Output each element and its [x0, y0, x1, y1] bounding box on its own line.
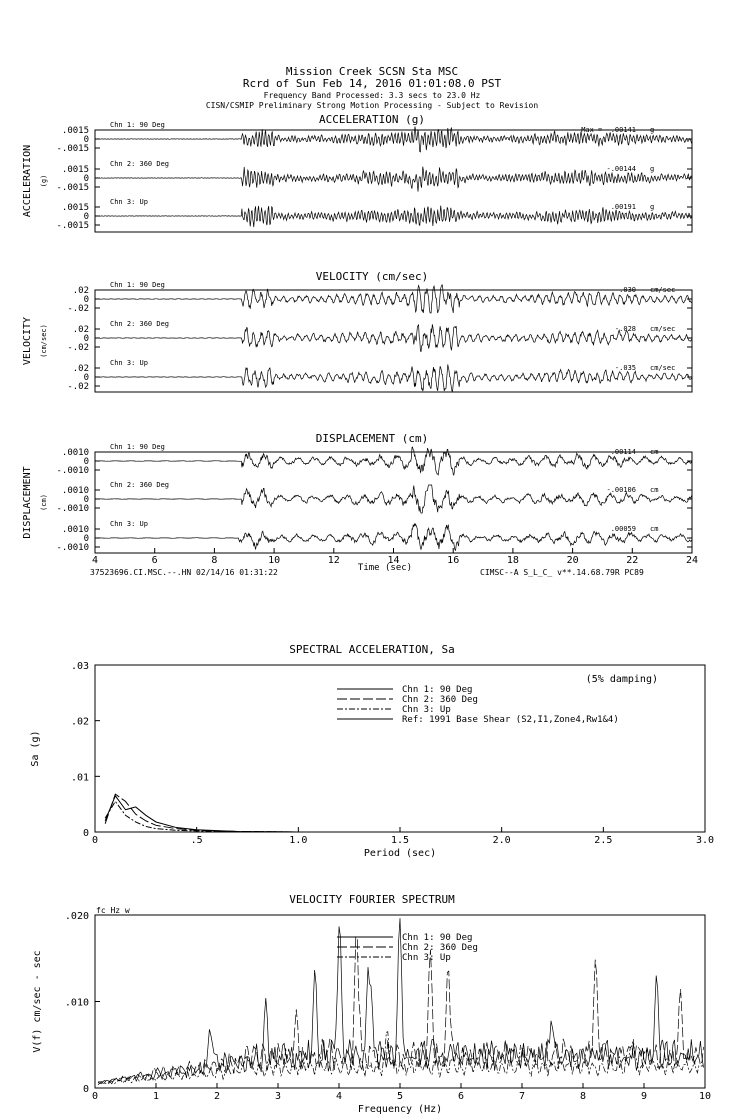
y-tick-label: .0015: [61, 165, 89, 175]
panel-title: ACCELERATION (g): [319, 113, 425, 126]
header-band: Frequency Band Processed: 3.3 secs to 23.0 Hz: [263, 91, 481, 100]
damping-note: (5% damping): [585, 674, 658, 685]
y-tick-label: -.02: [67, 343, 89, 353]
legend-label: Chn 2: 360 Deg: [402, 943, 478, 953]
x-tick-label: 2.0: [492, 835, 511, 846]
panel-title: DISPLACEMENT (cm): [315, 432, 429, 445]
panel-title: VELOCITY (cm/sec): [315, 270, 429, 283]
y-tick-label: .0015: [61, 203, 89, 213]
panel-displacement: [22, 432, 692, 553]
chart-title: VELOCITY FOURIER SPECTRUM: [289, 893, 455, 906]
x-tick-label: 18: [506, 555, 519, 566]
series-line: [98, 918, 704, 1084]
y-tick-label: 0: [82, 828, 89, 839]
max-value: Max = -.00141: [581, 126, 636, 134]
x-tick-label: 4: [91, 555, 99, 566]
series-line: [105, 794, 298, 832]
waveform-trace: [95, 485, 692, 513]
y-tick-label: .02: [70, 716, 89, 728]
chart-frame: [95, 665, 705, 832]
x-tick-label: 6: [457, 1091, 465, 1102]
x-tick-label: 16: [447, 555, 460, 566]
waveform-trace: [95, 324, 692, 352]
header-station: Mission Creek SCSN Sta MSC: [285, 65, 459, 78]
max-value: .00191: [610, 203, 636, 211]
y-axis-label: V(f) cm/sec - sec: [32, 950, 43, 1053]
y-tick-label: .0010: [61, 525, 89, 535]
channel-label: Chn 1: 90 Deg: [110, 281, 165, 289]
y-tick-label: 0: [83, 373, 89, 383]
header-notice: CISN/CSMIP Preliminary Strong Motion Processing - Subject to Revision: [205, 101, 539, 110]
y-tick-label: .02: [72, 286, 89, 296]
channel-label: Chn 3: Up: [110, 520, 148, 528]
x-tick-label: 8: [211, 555, 218, 566]
y-tick-label: 0: [83, 295, 89, 305]
y-tick-label: .0010: [61, 448, 89, 458]
y-tick-label: .02: [72, 364, 89, 374]
y-tick-label: -.0010: [56, 504, 89, 514]
max-value: .00059: [610, 525, 636, 533]
waveform-trace: [95, 364, 692, 391]
x-tick-label: 6: [151, 555, 158, 566]
legend-label: Ref: 1991 Base Shear (S2,I1,Zone4,Rw1&4): [402, 715, 619, 725]
y-tick-label: 0: [83, 212, 89, 222]
velocity-fourier-spectrum-chart: [32, 893, 711, 1115]
x-tick-label: 3: [274, 1091, 282, 1102]
channel-label: Chn 2: 360 Deg: [110, 160, 170, 168]
y-tick-label: -.0015: [56, 221, 89, 231]
y-axis-label: ACCELERATION: [22, 144, 33, 218]
y-tick-label: -.02: [67, 304, 89, 314]
x-tick-label: 1.0: [289, 835, 308, 846]
y-tick-label: -.0010: [56, 543, 89, 553]
max-value: -.035: [614, 364, 636, 372]
x-tick-label: 7: [518, 1091, 526, 1102]
waveform-trace: [95, 167, 692, 192]
y-tick-label: 0: [83, 457, 89, 467]
y-axis-unit: (cm/sec): [40, 324, 48, 358]
panel-velocity: [22, 270, 692, 392]
y-tick-label: 0: [83, 495, 89, 505]
header-record: Rcrd of Sun Feb 14, 2016 01:01:08.0 PST: [242, 77, 502, 90]
y-axis-unit: (g): [40, 174, 48, 188]
x-tick-label: 8: [579, 1091, 587, 1102]
x-tick-label: 10: [268, 555, 281, 566]
max-unit: cm: [650, 486, 659, 494]
max-value: -.028: [614, 325, 636, 333]
channel-label: Chn 1: 90 Deg: [110, 121, 165, 129]
max-value: -.00106: [606, 486, 636, 494]
y-tick-label: 0: [83, 174, 89, 184]
chart-title: SPECTRAL ACCELERATION, Sa: [289, 643, 455, 656]
max-unit: g: [650, 126, 655, 134]
x-tick-label: 3.0: [695, 835, 715, 846]
y-tick-label: 0: [83, 334, 89, 344]
y-tick-label: -.0010: [56, 466, 89, 476]
x-tick-label: 14: [387, 555, 400, 566]
corner-label: fc Hz w: [96, 906, 130, 915]
waveform-trace: [95, 285, 692, 313]
x-tick-label: 5: [396, 1091, 404, 1102]
header: [206, 65, 539, 110]
channel-label: Chn 3: Up: [110, 359, 148, 367]
channel-label: Chn 1: 90 Deg: [110, 443, 165, 451]
x-tick-label: 4: [335, 1091, 343, 1102]
x-tick-label: 2: [213, 1091, 221, 1102]
max-unit: cm: [650, 448, 659, 456]
x-tick-label: 24: [685, 555, 699, 566]
series-line: [105, 796, 298, 832]
x-tick-label: 12: [327, 555, 340, 566]
max-value: -.00114: [606, 448, 636, 456]
x-tick-label: 0: [91, 835, 99, 846]
x-tick-label: 1: [152, 1091, 160, 1102]
y-tick-label: .0010: [61, 486, 89, 496]
y-axis-label: Sa (g): [30, 730, 41, 767]
x-axis-label: Time (sec): [357, 563, 413, 573]
waveform-trace: [95, 447, 692, 475]
legend-label: Chn 3: Up: [402, 705, 451, 715]
y-tick-label: 0: [82, 1084, 89, 1095]
max-value: .030: [619, 286, 636, 294]
x-tick-label: .5: [190, 835, 203, 846]
series-line: [105, 801, 298, 832]
x-tick-label: 0: [91, 1091, 99, 1102]
max-unit: g: [650, 203, 655, 211]
channel-label: Chn 2: 360 Deg: [110, 320, 170, 328]
y-tick-label: -.02: [67, 382, 89, 392]
max-unit: cm/sec: [650, 286, 676, 294]
y-tick-label: -.0015: [56, 144, 89, 154]
y-axis-label: VELOCITY: [22, 316, 33, 366]
x-tick-label: 10: [698, 1091, 712, 1102]
x-tick-label: 20: [566, 555, 579, 566]
x-axis-label: Period (sec): [363, 848, 437, 859]
channel-label: Chn 3: Up: [110, 198, 148, 206]
y-tick-label: .01: [70, 772, 89, 784]
legend-label: Chn 3: Up: [402, 953, 451, 963]
y-tick-label: .020: [64, 911, 89, 922]
y-tick-label: .03: [70, 661, 89, 672]
y-axis-label: DISPLACEMENT: [22, 466, 33, 539]
x-tick-label: 22: [626, 555, 639, 566]
waveform-trace: [95, 206, 692, 228]
x-tick-label: 1.5: [390, 835, 410, 846]
legend-label: Chn 2: 360 Deg: [402, 695, 478, 705]
y-tick-label: .010: [64, 997, 89, 1009]
waveform-trace: [95, 524, 692, 550]
spectral-acceleration-chart: [30, 643, 714, 859]
legend-label: Chn 1: 90 Deg: [402, 685, 473, 695]
x-axis-label: Frequency (Hz): [357, 1104, 443, 1115]
y-tick-label: .02: [72, 325, 89, 335]
max-value: -.00144: [606, 165, 636, 173]
legend-label: Chn 1: 90 Deg: [402, 933, 473, 943]
footer-left: 37523696.CI.MSC.--.HN 02/14/16 01:31:22: [90, 568, 278, 577]
y-tick-label: .0015: [61, 126, 89, 136]
x-tick-label: 2.5: [594, 835, 613, 846]
max-unit: g: [650, 165, 655, 173]
panel-acceleration: [22, 113, 692, 232]
max-unit: cm/sec: [650, 325, 676, 333]
channel-label: Chn 2: 360 Deg: [110, 481, 170, 489]
y-axis-unit: (cm): [40, 494, 48, 511]
y-tick-label: 0: [83, 135, 89, 145]
y-tick-label: 0: [83, 534, 89, 544]
max-unit: cm/sec: [650, 364, 676, 372]
footer-right: CIMSC--A S_L_C_ v**.14.68.79R PC89: [480, 568, 644, 577]
y-tick-label: -.0015: [56, 183, 89, 193]
x-tick-label: 9: [640, 1091, 648, 1102]
max-unit: cm: [650, 525, 659, 533]
